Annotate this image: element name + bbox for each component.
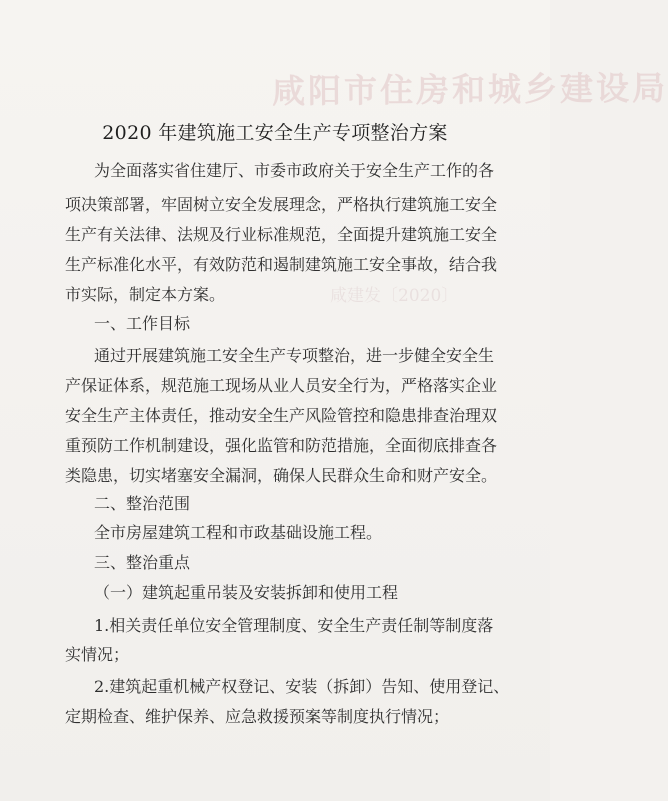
section-heading: 一、工作目标 (94, 314, 191, 333)
paragraph-line: 类隐患，切实堵塞安全漏洞，确保人民群众生命和财产安全。 (65, 466, 498, 485)
bleed-through-header: 咸阳市住房和城乡建设局 (271, 68, 668, 111)
paragraph-line: 市实际，制定本方案。 (65, 285, 226, 304)
paragraph-line: 生产标准化水平，有效防范和遏制建筑施工安全事故，结合我 (65, 255, 498, 274)
paragraph-line: 安全生产主体责任，推动安全生产风险管控和隐患排查治理双 (65, 406, 498, 425)
paragraph-line: 为全面落实省住建厅、市委市政府关于安全生产工作的各 (94, 161, 495, 180)
subsection-heading: （一）建筑起重吊装及安装拆卸和使用工程 (94, 583, 399, 602)
paragraph-line: 1.相关责任单位安全管理制度、安全生产责任制等制度落 (94, 616, 494, 635)
paragraph-line: 全市房屋建筑工程和市政基础设施工程。 (94, 523, 383, 542)
paragraph-line: 2.建筑起重机械产权登记、安装（拆卸）告知、使用登记、 (94, 677, 510, 696)
section-heading: 二、整治范围 (94, 494, 191, 513)
paragraph-line: 生产有关法律、法规及行业标准规范，全面提升建筑施工安全 (65, 225, 498, 244)
paragraph-line: 产保证体系，规范施工现场从业人员安全行为，严格落实企业 (65, 376, 498, 395)
paragraph-line: 重预防工作机制建设，强化监管和防范措施，全面彻底排查各 (65, 436, 498, 455)
paragraph-line: 实情况； (65, 645, 130, 664)
paragraph-line: 通过开展建筑施工安全生产专项整治，进一步健全安全生 (94, 346, 495, 365)
section-heading: 三、整治重点 (94, 553, 191, 572)
document-title: 2020 年建筑施工安全生产专项整治方案 (102, 122, 448, 144)
paragraph-line: 定期检查、维护保养、应急救援预案等制度执行情况； (65, 707, 450, 726)
paragraph-line: 项决策部署，牢固树立安全发展理念，严格执行建筑施工安全 (65, 195, 498, 214)
bleed-through-docnum: 咸建发〔2020〕 (330, 286, 459, 306)
